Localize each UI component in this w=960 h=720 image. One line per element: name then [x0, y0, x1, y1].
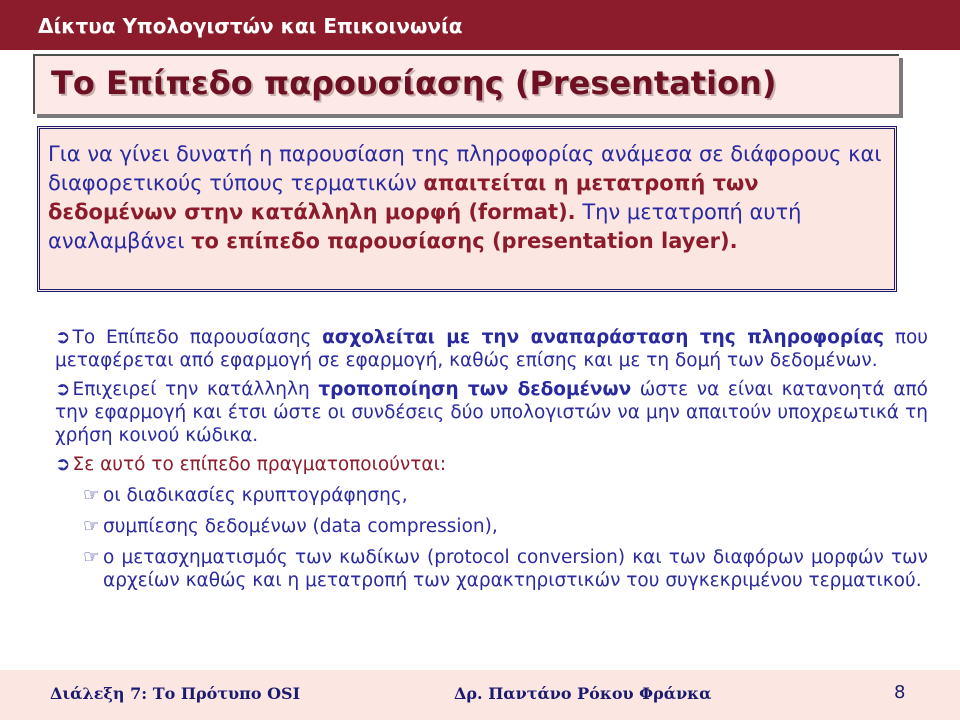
intro-part1: Για να γίνει δυνατή η παρουσίαση της πληροφορίας ανάμεσα σε διάφορους και διαφορετικούς τύπους τερματικών	[48, 142, 882, 195]
arrow-right-circle-icon: ➲	[55, 379, 71, 400]
sub-bullet-item: ☞ συμπίεσης δεδομένων (data compression),	[83, 516, 498, 537]
bullet-item: ➲ Σε αυτό το επίπεδο πραγματοποιούνται:	[55, 454, 447, 475]
intro-highlight-2: το επίπεδο παρουσίασης (presentation layer).	[191, 229, 738, 253]
page-number: 8	[894, 682, 906, 703]
slide-title-box	[33, 54, 899, 114]
arrow-right-circle-icon: ➲	[55, 454, 71, 475]
intro-highlight-1: απαιτείται η μετατροπή των δεδομένων στην κατάλληλη μορφή (format).	[48, 171, 759, 224]
intro-part2: Την μετατροπή αυτή αναλαμβάνει	[48, 200, 802, 253]
bullet-item: ➲ Επιχειρεί την κατάλληλη τροποποίηση των δεδομένων ώστε να είναι κατανοητά από την εφαρμογή και έτσι ώστε οι συνδέσεις δύο υπολογιστών να μην απαιτούν υποχρεωτικά τη χρήση κοινού κώδικα.	[55, 379, 928, 446]
bullet-list	[55, 326, 928, 592]
footer-author: Δρ. Παντάνο Ρόκου Φράνκα	[454, 684, 712, 703]
pointing-hand-icon: ☞	[83, 516, 100, 537]
sub-bullet-item: ☞ οι διαδικασίες κρυπτογράφησης,	[83, 485, 408, 506]
pointing-hand-icon: ☞	[83, 485, 100, 506]
intro-box	[37, 126, 897, 292]
header-bar	[0, 0, 960, 50]
footer	[0, 670, 960, 720]
arrow-right-circle-icon: ➲	[55, 327, 71, 348]
slide-title: Το Επίπεδο παρουσίασης (Presentation)	[51, 64, 777, 102]
footer-lecture: Διάλεξη 7: Το Πρότυπο OSI	[50, 684, 301, 703]
header-title: Δίκτυα Υπολογιστών και Επικοινωνία	[38, 14, 463, 38]
bullet-item: ➲ Το Επίπεδο παρουσίασης ασχολείται με την αναπαράσταση της πληροφορίας που μεταφέρεται από εφαρμογή σε εφαρμογή, καθώς επίσης και με τη δομή των δεδομένων.	[55, 327, 928, 371]
intro-text	[48, 140, 882, 256]
sub-bullet-item: ☞ ο μετασχηματισμός των κωδίκων (protocol conversion) και των διαφόρων μορφών των αρχείων καθώς και η μετατροπή των χαρακτηριστικών του συγκεκριμένου τερματικού.	[83, 547, 928, 591]
pointing-hand-icon: ☞	[83, 547, 100, 568]
